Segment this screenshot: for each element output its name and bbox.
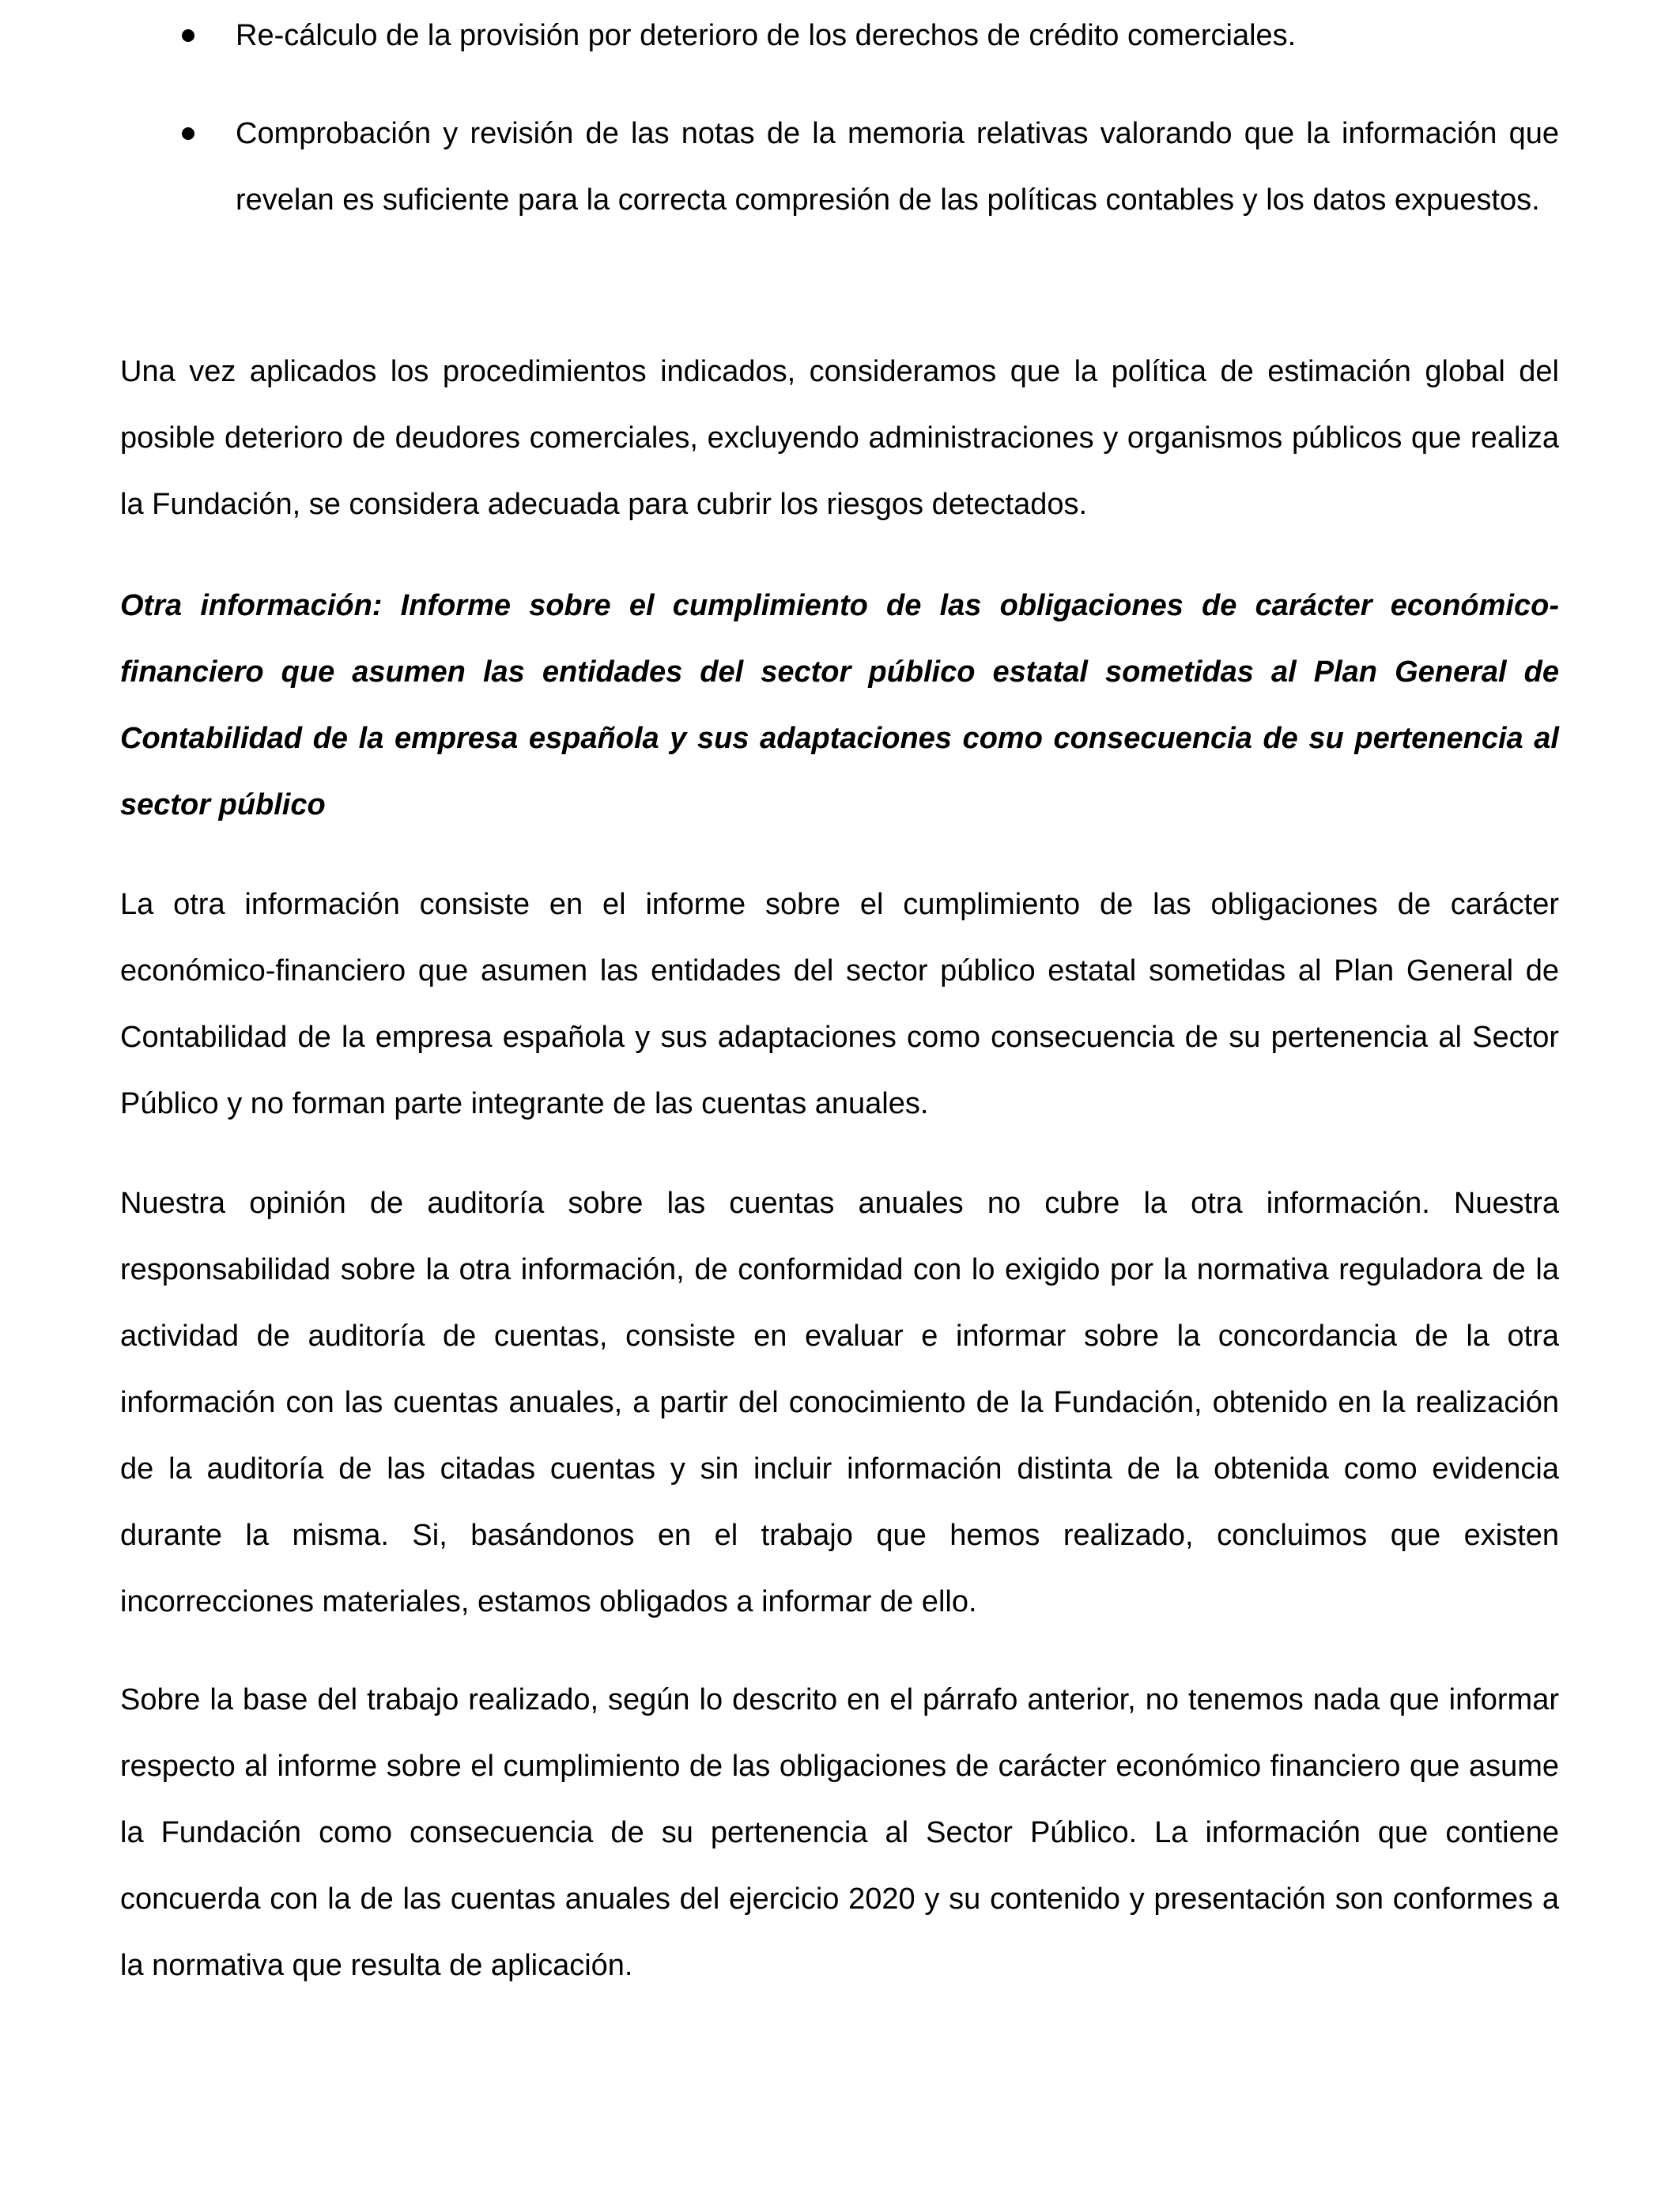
conclusion-paragraph: Una vez aplicados los procedimientos indicados, consideramos que la política de estimación global del posible deterioro de deudores comerciales, excluyendo administraciones y organismos públicos que realiza la Fundación, se considera adecuada para cubrir los riesgos detectados.	[120, 355, 1559, 521]
section-heading: Otra información: Informe sobre el cumplimiento de las obligaciones de carácter económico-financiero que asumen las entidades del sector público estatal sometidas al Plan General de Contabilidad de la empresa española y sus adaptaciones como consecuencia de su pertenencia al sector público	[120, 589, 1559, 821]
other-info-paragraph: La otra información consiste en el informe sobre el cumplimiento de las obligaciones de carácter económico-financiero que asumen las entidades del sector público estatal sometidas al Plan General de Contabilidad de la empresa española y sus adaptaciones como consecuencia de su pertenencia al Sector Público y no forman parte integrante de las cuentas anuales.	[120, 888, 1559, 1120]
final-paragraph: Sobre la base del trabajo realizado, según lo descrito en el párrafo anterior, no tenemos nada que informar respecto al informe sobre el cumplimiento de las obligaciones de carácter económico financiero que asume la Fundación como consecuencia de su pertenencia al Sector Público. La información que contiene concuerda con la de las cuentas anuales del ejercicio 2020 y su contenido y presentación son conformes a la normativa que resulta de aplicación.	[120, 1683, 1559, 1982]
procedure-bullet-list	[120, 2, 1559, 233]
bullet-icon	[182, 127, 194, 140]
list-item	[120, 2, 1559, 69]
bullet-text: Comprobación y revisión de las notas de la memoria relativas valorando que la información que revelan es suficiente para la correcta compresión de las políticas contables y los datos expuestos.	[236, 117, 1559, 217]
list-item	[120, 100, 1559, 233]
bullet-text: Re-cálculo de la provisión por deterioro de los derechos de crédito comerciales.	[236, 19, 1297, 52]
responsibility-paragraph: Nuestra opinión de auditoría sobre las cuentas anuales no cubre la otra información. Nuestra responsabilidad sobre la otra información, de conformidad con lo exigido por la normativa reguladora de la actividad de auditoría de cuentas, consiste en evaluar e informar sobre la concordancia de la otra información con las cuentas anuales, a partir del conocimiento de la Fundación, obtenido en la realización de la auditoría de las citadas cuentas y sin incluir información distinta de la obtenida como evidencia durante la misma. Si, basándonos en el trabajo que hemos realizado, concluimos que existen incorrecciones materiales, estamos obligados a informar de ello.	[120, 1187, 1559, 1618]
bullet-icon	[182, 29, 194, 42]
